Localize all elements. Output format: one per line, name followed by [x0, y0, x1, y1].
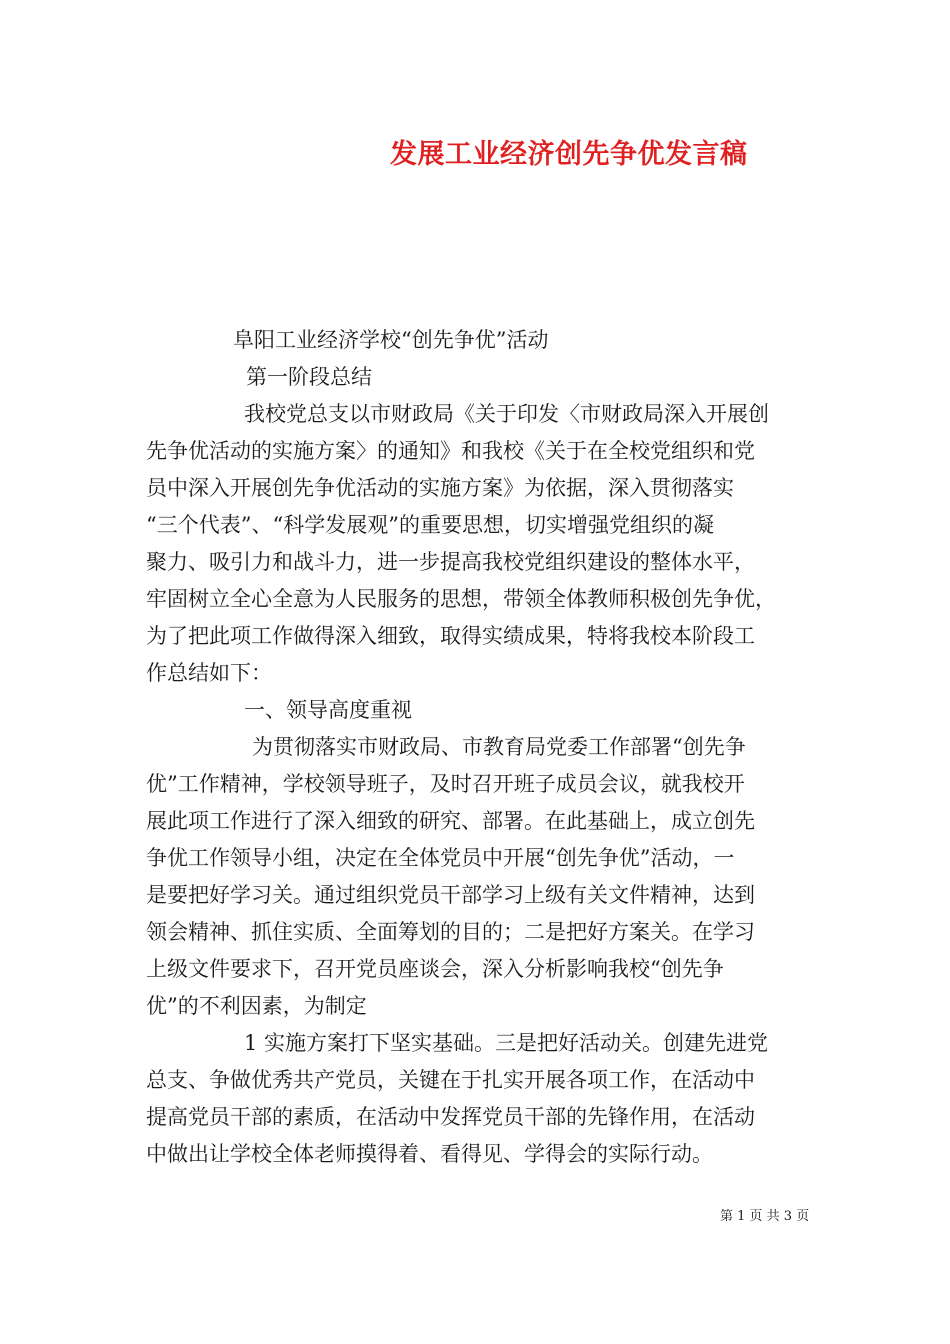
paragraph-line: 展此项工作进行了深入细致的研究、部署。在此基础上，成立创先 — [146, 809, 755, 833]
section-heading: 一、领导高度重视 — [244, 698, 412, 722]
school-heading: 阜阳工业经济学校“创先争优”活动 — [233, 328, 549, 352]
document-title: 发展工业经济创先争优发言稿 — [390, 139, 748, 170]
stage-heading: 第一阶段总结 — [246, 365, 372, 389]
paragraph-line: 员中深入开展创先争优活动的实施方案》为依据，深入贯彻落实 — [146, 476, 734, 500]
paragraph-line: 优”工作精神，学校领导班子，及时召开班子成员会议，就我校开 — [146, 772, 745, 796]
paragraph-line: 为了把此项工作做得深入细致，取得实绩成果，特将我校本阶段工 — [146, 624, 755, 648]
paragraph-line: 上级文件要求下，召开党员座谈会，深入分析影响我校“创先争 — [146, 957, 724, 981]
paragraph-line: 优”的不利因素，为制定 — [146, 994, 367, 1018]
paragraph-line: 牢固树立全心全意为人民服务的思想，带领全体教师积极创先争优， — [146, 587, 776, 611]
paragraph-line: 为贯彻落实市财政局、市教育局党委工作部署“创先争 — [252, 735, 746, 759]
paragraph-line: 先争优活动的实施方案〉的通知》和我校《关于在全校党组织和党 — [146, 439, 755, 463]
paragraph-line: 是要把好学习关。通过组织党员干部学习上级有关文件精神，达到 — [146, 883, 755, 907]
paragraph-line: 领会精神、抓住实质、全面筹划的目的；二是把好方案关。在学习 — [146, 920, 755, 944]
paragraph-line: 争优工作领导小组，决定在全体党员中开展“创先争优”活动，一 — [146, 846, 735, 870]
paragraph-line: 总支、争做优秀共产党员，关键在于扎实开展各项工作，在活动中 — [146, 1068, 755, 1092]
paragraph-line: 作总结如下： — [146, 661, 272, 685]
paragraph-line: 聚力、吸引力和战斗力，进一步提高我校党组织建设的整体水平， — [146, 550, 755, 574]
page-number: 第 1 页 共 3 页 — [720, 1209, 810, 1224]
paragraph-line: 提高党员干部的素质，在活动中发挥党员干部的先锋作用，在活动 — [146, 1105, 755, 1129]
paragraph-line: 中做出让学校全体老师摸得着、看得见、学得会的实际行动。 — [146, 1142, 713, 1166]
paragraph-line: 1 实施方案打下坚实基础。三是把好活动关。创建先进党 — [244, 1031, 769, 1055]
paragraph-line: 我校党总支以市财政局《关于印发〈市财政局深入开展创 — [244, 402, 769, 426]
paragraph-line: “三个代表”、“科学发展观”的重要思想，切实增强党组织的凝 — [146, 513, 714, 537]
